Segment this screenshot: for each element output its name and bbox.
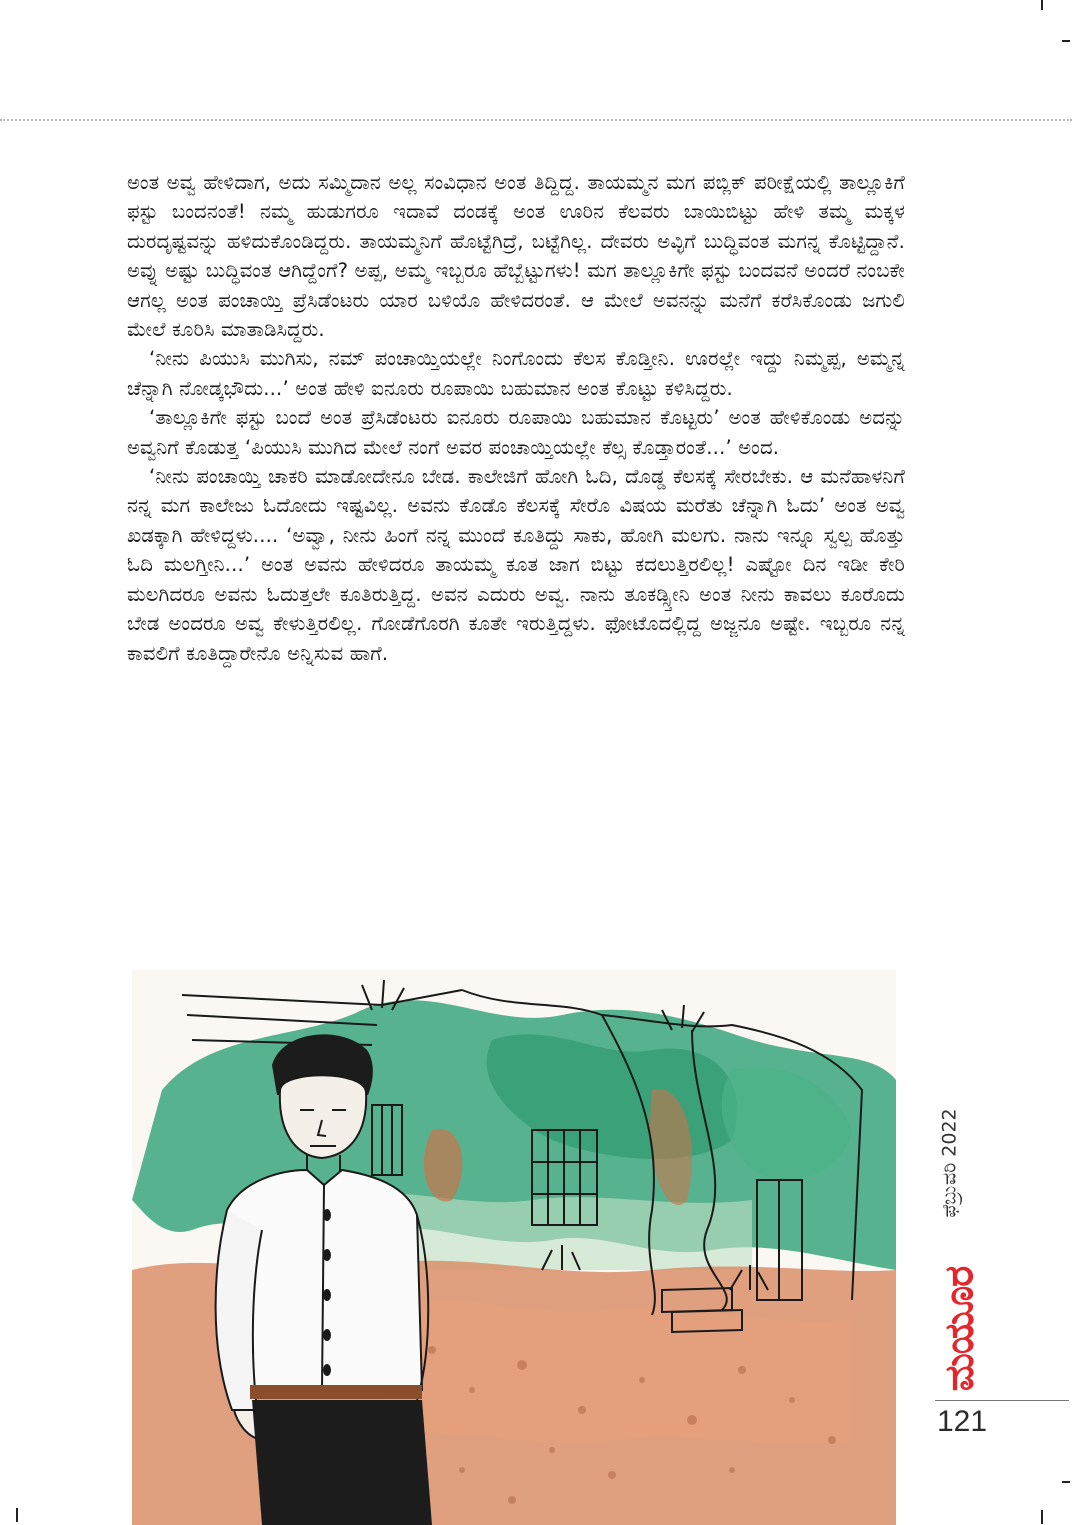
header-dotted-rule bbox=[0, 119, 1072, 121]
story-text bbox=[127, 168, 905, 668]
issue-date: ಫೆಬ್ರುವರಿ 2022 bbox=[939, 1107, 961, 1218]
masthead-text: ಮಯೂರ bbox=[936, 1266, 982, 1392]
paragraph-4: ‘ನೀನು ಪಂಚಾಯ್ತಿ ಚಾಕರಿ ಮಾಡೋದೇನೂ ಬೇಡ. ಕಾಲೇಜಿಗೆ ಹೋಗಿ ಓದಿ, ದೊಡ್ಡ ಕೆಲಸಕ್ಕೆ ಸೇರಬೇಕು. ಆ ಮನೆಹಾಳನಿಗೆ ನನ್ನ ಮಗ ಕಾಲೇಜು ಓದೋದು ಇಷ್ಟವಿಲ್ಲ. ಅವನು ಕೊಡೊ ಕೆಲಸಕ್ಕೆ ಸೇರೊ ವಿಷಯ ಮರೆತು ಚೆನ್ನಾಗಿ ಓದು’ ಅಂತ ಅವ್ವ ಖಡಕ್ಕಾಗಿ ಹೇಳಿದ್ದಳು.... ‘ಅವ್ವಾ, ನೀನು ಹಿಂಗೆ ನನ್ನ ಮುಂದೆ ಕೂತಿದ್ದು ಸಾಕು, ಹೋಗಿ ಮಲಗು. ನಾನು ಇನ್ನೂ ಸ್ವಲ್ಪ ಹೊತ್ತು ಓದಿ ಮಲಗ್ತೀನಿ...’ ಅಂತ ಅವನು ಹೇಳಿದರೂ ತಾಯಮ್ಮ ಕೂತ ಜಾಗ ಬಿಟ್ಟು ಕದಲುತ್ತಿರಲಿಲ್ಲ! ಎಷ್ಟೋ ದಿನ ಇಡೀ ಕೇರಿ ಮಲಗಿದರೂ ಅವನು ಓದುತ್ತಲೇ ಕೂತಿರುತ್ತಿದ್ದ. ಅವನ ಎದುರು ಅವ್ವ. ನಾನು ತೂಕಡ್ಸ್ತೀನಿ ಅಂತ ನೀನು ಕಾವಲು ಕೂರೊದು ಬೇಡ ಅಂದರೂ ಅವ್ವ ಕೇಳುತ್ತಿರಲಿಲ್ಲ. ಗೋಡೆಗೊರಗಿ ಕೂತೇ ಇರುತ್ತಿದ್ದಳು. ಫೋಟೊದಲ್ಲಿದ್ದ ಅಜ್ಜನೂ ಅಷ್ಟೇ. ಇಬ್ಬರೂ ನನ್ನ ಕಾವಲಿಗೆ ಕೂತಿದ್ದಾರೇನೊ ಅನ್ನಿಸುವ ಹಾಗೆ. bbox=[127, 465, 905, 665]
illustration-drawing bbox=[132, 970, 896, 1525]
crop-mark-right-upper bbox=[1062, 40, 1070, 42]
paragraph-1: ಅಂತ ಅವ್ವ ಹೇಳಿದಾಗ, ಅದು ಸಮ್ಮಿದಾನ ಅಲ್ಲ ಸಂವಿಧಾನ ಅಂತ ತಿದ್ದಿದ್ದ. ತಾಯಮ್ಮನ ಮಗ ಪಬ್ಲಿಕ್ ಪರೀಕ್ಷೆಯಲ್ಲಿ ತಾಲ್ಲೂಕಿಗೆ ಫಸ್ಟು ಬಂದನಂತೆ! ನಮ್ಮ ಹುಡುಗರೂ ಇದಾವೆ ದಂಡಕ್ಕೆ ಅಂತ ಊರಿನ ಕೆಲವರು ಬಾಯಿಬಿಟ್ಟು ಹೇಳಿ ತಮ್ಮ ಮಕ್ಕಳ ದುರದೃಷ್ಟವನ್ನು ಹಳಿದುಕೊಂಡಿದ್ದರು. ತಾಯಮ್ಮನಿಗೆ ಹೊಟ್ಟೆಗಿದ್ರೆ, ಬಟ್ಟೆಗಿಲ್ಲ. ದೇವರು ಅವ್ಳಿಗೆ ಬುದ್ಧಿವಂತ ಮಗನ್ನ ಕೊಟ್ಟಿದ್ದಾನೆ. ಅವ್ನು ಅಷ್ಟು ಬುದ್ಧಿವಂತ ಆಗಿದ್ದೆಂಗೆ? ಅಪ್ಪ, ಅಮ್ಮ ಇಬ್ಬರೂ ಹೆಬ್ಬೆಟ್ಟುಗಳು! ಮಗ ತಾಲ್ಲೂಕಿಗೇ ಫಸ್ಟು ಬಂದವನೆ ಅಂದರೆ ನಂಬಕೇ ಆಗಲ್ಲ ಅಂತ ಪಂಚಾಯ್ತಿ ಪ್ರೆಸಿಡೆಂಟರು ಯಾರ ಬಳಿಯೊ ಹೇಳಿದರಂತೆ. ಆ ಮೇಲೆ ಅವನನ್ನು ಮನೆಗೆ ಕರೆಸಿಕೊಂಡು ಜಗುಲಿ ಮೇಲೆ ಕೂರಿಸಿ ಮಾತಾಡಿಸಿದ್ದರು. bbox=[127, 171, 905, 342]
story-illustration bbox=[132, 970, 896, 1525]
crop-mark-top-right bbox=[1041, 0, 1043, 10]
paragraph-3: ‘ತಾಲ್ಲೂಕಿಗೇ ಫಸ್ಟು ಬಂದೆ ಅಂತ ಪ್ರೆಸಿಡೆಂಟರು ಐನೂರು ರೂಪಾಯಿ ಬಹುಮಾನ ಕೊಟ್ಟರು’ ಅಂತ ಹೇಳಿಕೊಂಡು ಅದನ್ನು ಅವ್ವನಿಗೆ ಕೊಡುತ್ತ ‘ಪಿಯುಸಿ ಮುಗಿದ ಮೇಲೆ ನಂಗೆ ಅವರ ಪಂಚಾಯ್ತಿಯಲ್ಲೇ ಕೆಲ್ಸ ಕೊಡ್ತಾರಂತೆ...’ ಅಂದ. bbox=[127, 406, 905, 459]
magazine-masthead bbox=[936, 1255, 982, 1403]
page-number-rule bbox=[935, 1400, 1069, 1401]
crop-mark-right-lower bbox=[1062, 1481, 1070, 1483]
crop-mark-left-bottom bbox=[16, 1508, 18, 1522]
issue-date-vertical bbox=[930, 1085, 970, 1240]
page-number: 121 bbox=[937, 1405, 988, 1438]
crop-mark-bottom-right bbox=[1041, 1510, 1043, 1524]
paragraph-2: ‘ನೀನು ಪಿಯುಸಿ ಮುಗಿಸು, ನಮ್ ಪಂಚಾಯ್ತಿಯಲ್ಲೇ ನಿಂಗೊಂದು ಕೆಲಸ ಕೊಡ್ತೀನಿ. ಊರಲ್ಲೇ ಇದ್ದು ನಿಮ್ಮಪ್ಪ, ಅಮ್ಮನ್ನ ಚೆನ್ನಾಗಿ ನೋಡ್ಕಭೌದು...’ ಅಂತ ಹೇಳಿ ಐನೂರು ರೂಪಾಯಿ ಬಹುಮಾನ ಅಂತ ಕೊಟ್ಟು ಕಳಿಸಿದ್ದರು. bbox=[127, 347, 905, 400]
